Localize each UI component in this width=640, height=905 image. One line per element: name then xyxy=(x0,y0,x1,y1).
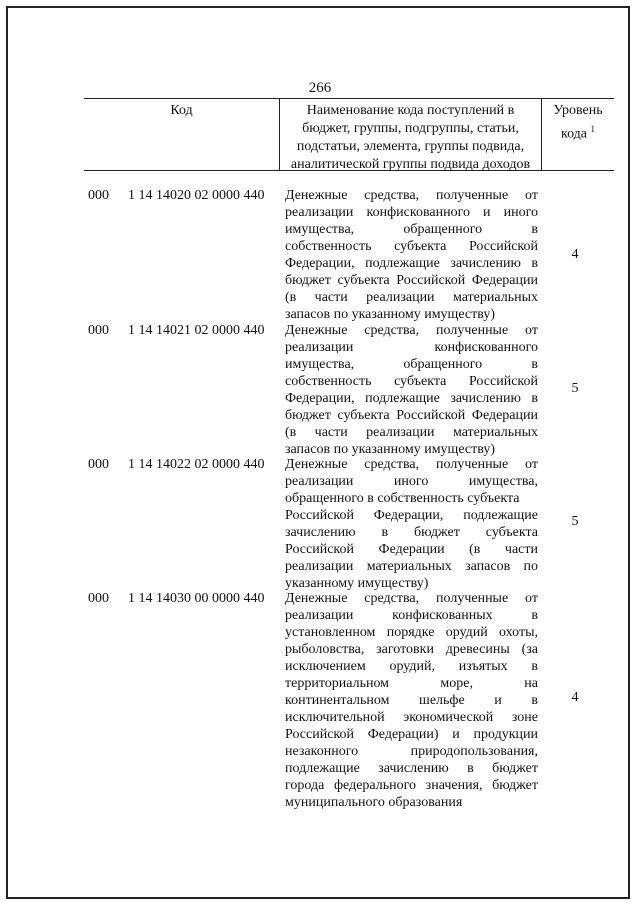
income-name-line: запасов по указанному имуществу) xyxy=(285,307,496,322)
income-name-line: имущества, обращенного в xyxy=(285,222,538,237)
income-name-line: исключением орудий, изъятых в xyxy=(285,659,538,674)
income-name-line: установленном порядке орудий охоты, xyxy=(285,625,538,640)
income-name-line: бюджет субъекта Российской Федерации xyxy=(285,273,538,288)
admin-code: 000 xyxy=(88,188,109,203)
income-name-line: (в части реализации материальных xyxy=(285,290,538,305)
header-name-line: аналитической группы подвида доходов xyxy=(290,157,531,172)
income-name-line: Денежные средства, полученные от xyxy=(285,591,538,606)
header-name-line: Наименование кода поступлений в xyxy=(306,103,515,118)
income-name-line: реализации материальных запасов по xyxy=(285,559,538,574)
income-name-line: Федерации, подлежащие зачислению в xyxy=(285,391,538,406)
income-code: 1 14 14020 02 0000 440 xyxy=(128,188,265,203)
income-name-line: Российской Федерации, подлежащие xyxy=(285,508,538,523)
income-name-line: реализации конфискованного xyxy=(285,340,538,355)
income-name-line: Российской Федерации (в части xyxy=(285,542,538,557)
header-level-line1: Уровень xyxy=(553,103,603,118)
income-name-line: незаконного природопользования, xyxy=(285,744,538,759)
income-name-line: обращенного в собственность субъекта xyxy=(285,491,520,506)
income-name-line: собственность субъекта Российской xyxy=(285,374,538,389)
income-name-line: исключительной экономической зоне xyxy=(285,710,538,725)
income-name-line: Российской Федерации) и продукции xyxy=(285,727,538,742)
income-name-line: подлежащие зачислению в бюджет xyxy=(285,761,538,776)
income-name-line: указанному имуществу) xyxy=(285,576,429,591)
income-name-line: рыболовства, заготовки древесины (за xyxy=(285,642,538,657)
income-name-line: бюджет субъекта Российской Федерации xyxy=(285,408,538,423)
income-name xyxy=(285,456,538,592)
income-code: 1 14 14022 02 0000 440 xyxy=(128,457,265,472)
income-name-line: зачислению в бюджет субъекта xyxy=(285,525,538,540)
income-name-line: города федерального значения, бюджет xyxy=(285,778,538,793)
income-name-line: муниципального образования xyxy=(285,795,463,810)
income-name-line: собственность субъекта Российской xyxy=(285,239,538,254)
header-name-line: бюджет, группы, подгруппы, статьи, xyxy=(302,121,519,136)
code-level: 5 xyxy=(571,514,579,529)
income-name xyxy=(285,187,538,323)
table-header xyxy=(84,98,614,171)
income-name-line: имущества, обращенного в xyxy=(285,357,538,372)
income-name-line: Денежные средства, полученные от xyxy=(285,457,538,472)
admin-code: 000 xyxy=(88,457,109,472)
header-level-word: кода xyxy=(560,126,588,142)
header-level xyxy=(542,99,614,173)
income-name-line: реализации конфискованных в xyxy=(285,608,538,623)
income-name-line: реализации иного имущества, xyxy=(285,474,538,489)
income-name-line: запасов по указанному имуществу) xyxy=(285,442,496,457)
admin-code: 000 xyxy=(88,323,109,338)
income-name-line: континентальном шельфе и в xyxy=(285,693,538,708)
income-name xyxy=(285,590,538,811)
income-name xyxy=(285,322,538,458)
income-name-line: Федерации, подлежащие зачислению в xyxy=(285,256,538,271)
code-level: 4 xyxy=(571,690,579,705)
code-level: 5 xyxy=(571,381,579,396)
page-number: 266 xyxy=(308,80,332,96)
header-name xyxy=(280,99,542,170)
income-name-line: реализации конфискованного и иного xyxy=(285,205,538,220)
income-code: 1 14 14021 02 0000 440 xyxy=(128,323,265,338)
code-level: 4 xyxy=(571,247,579,262)
income-name-line: территориальном море, на xyxy=(285,676,538,691)
header-name-line: подстатьи, элемента, группы подвида, xyxy=(296,139,525,154)
income-name-line: Денежные средства, полученные от xyxy=(285,188,538,203)
admin-code: 000 xyxy=(88,591,109,606)
income-name-line: Денежные средства, полученные от xyxy=(285,323,538,338)
header-code: Код xyxy=(84,99,280,170)
income-name-line: (в части реализации материальных xyxy=(285,425,538,440)
income-code: 1 14 14030 00 0000 440 xyxy=(128,591,265,606)
header-level-line2 xyxy=(542,120,614,144)
footnote-marker: 1 xyxy=(590,124,596,134)
